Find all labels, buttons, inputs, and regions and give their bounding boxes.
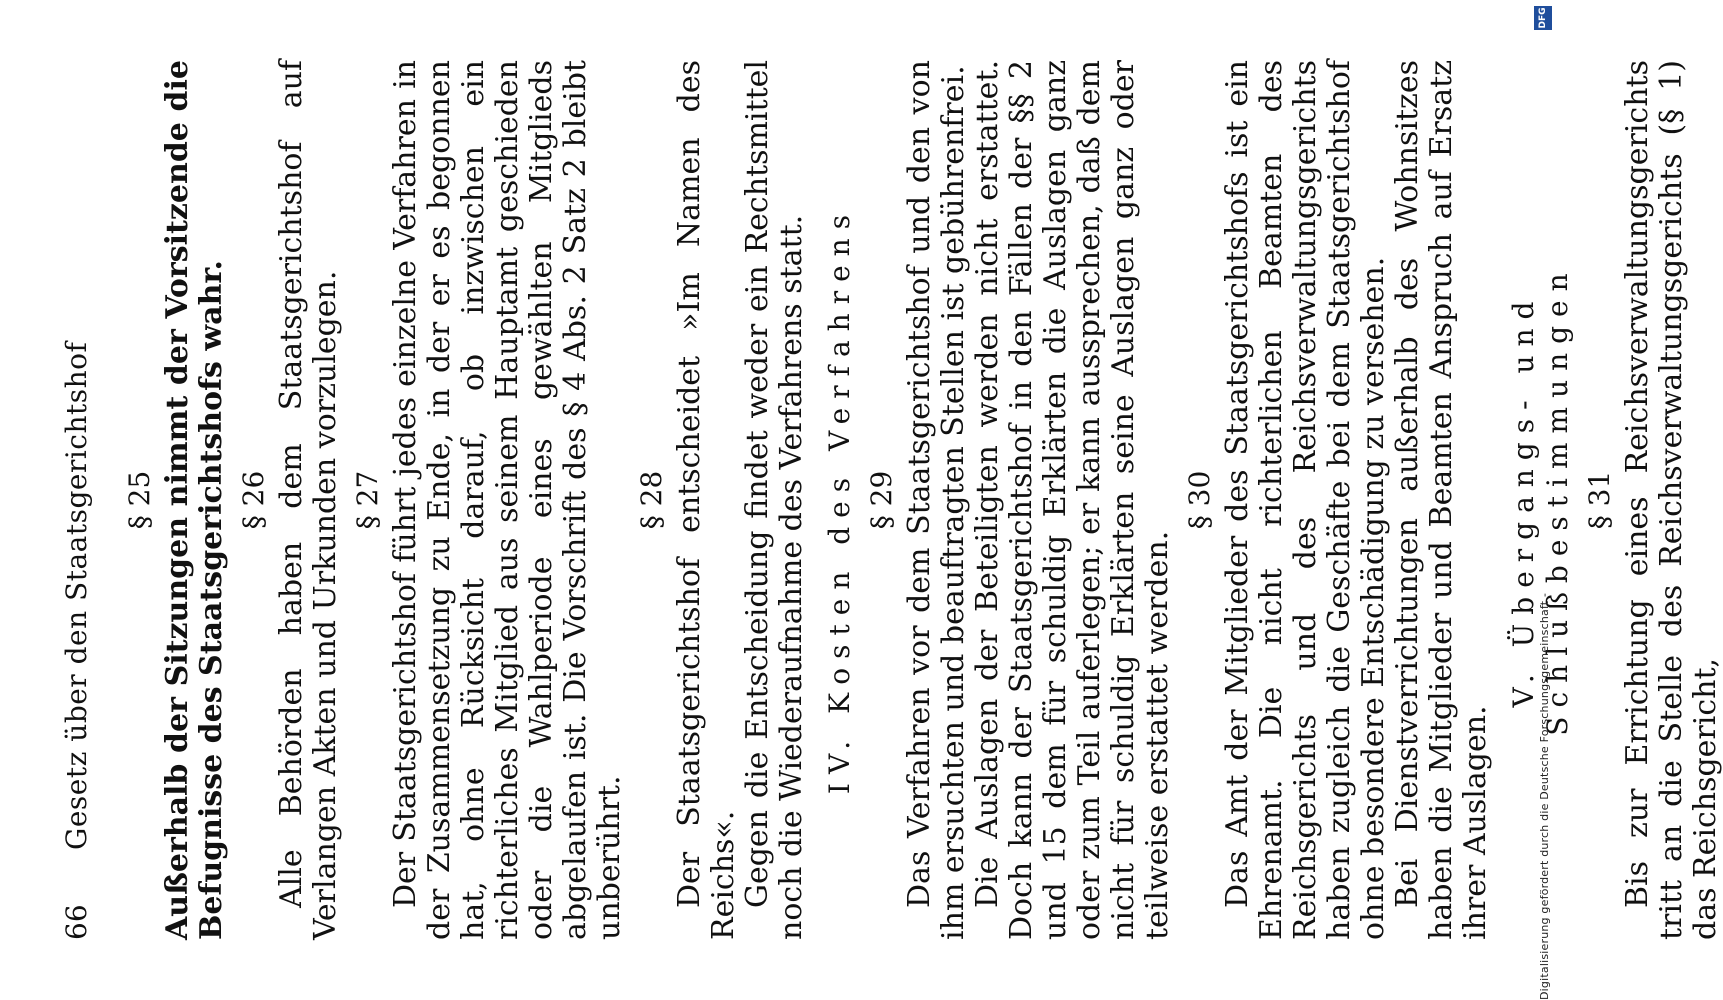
chapter-5-heading: V. Übergangs- und Schlußbestimmungen: [1507, 264, 1574, 736]
dfg-logo-icon: DFG: [1534, 6, 1552, 30]
running-header: [60, 60, 100, 940]
section-29-paragraph-2: Die Auslagen der Beteiligten werden nicht erstattet. Doch kann der Staatsgerichtshof in den Fällen der §§ 2 und 15 dem für schuldig Erklärten die Auslagen ganz oder zum Teil auferlegen; er kann aussprechen, daß dem nicht für schuldig Erklärten seine Auslagen ganz oder teilweise erstattet werden.: [970, 60, 1175, 940]
document-body: [115, 60, 1723, 940]
section-27-heading: § 27: [351, 470, 384, 530]
section-26-text: Alle Behörden haben dem Staatsgerichtshof auf Verlangen Akten und Urkunden vorzulegen.: [274, 60, 343, 940]
page-number: 66: [60, 904, 93, 940]
running-head-title: Gesetz über den Staatsgerichtshof: [60, 341, 93, 850]
section-30-paragraph-2: Bei Dienstverrichtungen außerhalb des Wohnsitzes haben die Mitglieder und Beamten Anspruch auf Ersatz ihrer Auslagen.: [1390, 60, 1493, 940]
section-28-paragraph-1: Der Staatsgerichtshof entscheidet »Im Namen des Reichs«.: [672, 60, 741, 940]
section-30-paragraph-1: Das Amt der Mitglieder des Staatsgerichtshofs ist ein Ehrenamt. Die nicht richterlichen Beamten des Reichsgerichts und des Reichsverwaltungsgerichts haben zugleich die Geschäfte bei dem Staatsgerichtshof ohne besondere Entschädigung zu versehen.: [1220, 60, 1391, 940]
section-29-heading: § 29: [865, 470, 898, 530]
section-25-text: Außerhalb der Sitzungen nimmt der Vorsitzende die Befugnisse des Staatsgerichtshofs wahr.: [160, 60, 229, 940]
digitization-credit: [1528, 0, 1588, 1000]
section-25-heading: § 25: [123, 470, 156, 530]
chapter-4-heading: IV. Kosten des Verfahrens: [823, 205, 856, 795]
section-31-text: Bis zur Errichtung eines Reichsverwaltungsgerichts tritt an die Stelle des Reichsverwaltungsgerichts (§ 1) das Reichsgericht,: [1620, 60, 1723, 940]
section-31-heading: § 31: [1583, 470, 1616, 530]
section-26-heading: § 26: [237, 470, 270, 530]
section-28-paragraph-2: Gegen die Entscheidung findet weder ein Rechtsmittel noch die Wiederaufnahme des Verfahrens statt.: [740, 60, 809, 940]
section-27-text: Der Staatsgerichtshof führt jedes einzelne Verfahren in der Zusammensetzung zu Ende, in der er es begonnen hat, ohne Rücksicht darauf, ob inzwischen ein richterliches Mitglied aus seinem Hauptamt geschieden oder die Wahlperiode eines gewählten Mitglieds abgelaufen ist. Die Vorschrift des § 4 Abs. 2 Satz 2 bleibt unberührt.: [388, 60, 627, 940]
credit-text: Digitalisierung gefördert durch die Deutsche Forschungsgemeinschaft -: [1538, 592, 1551, 1000]
section-29-paragraph-1: Das Verfahren vor dem Staatsgerichtshof und den von ihm ersuchten und beauftragten Stellen ist gebührenfrei.: [902, 60, 971, 940]
section-30-heading: § 30: [1183, 470, 1216, 530]
section-28-heading: § 28: [635, 470, 668, 530]
